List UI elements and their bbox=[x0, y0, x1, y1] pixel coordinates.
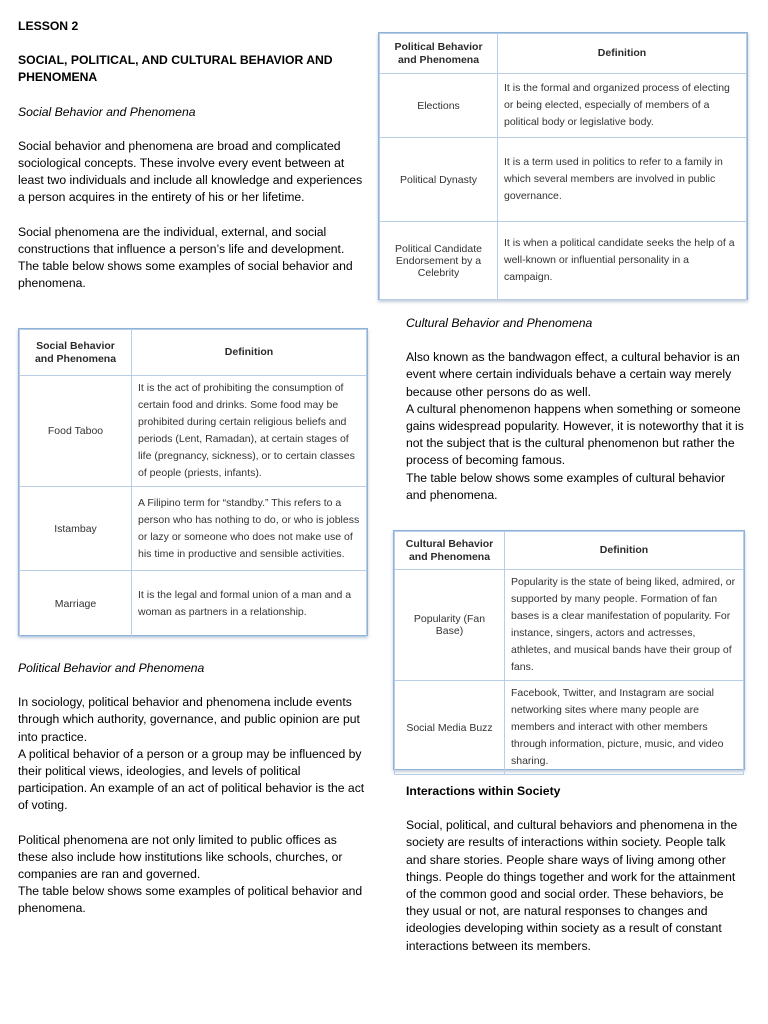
right-column-middle bbox=[406, 315, 746, 504]
cultural-heading: Cultural Behavior and Phenomena bbox=[406, 316, 593, 330]
table-header: Definition bbox=[498, 34, 747, 74]
cultural-paragraph-3: The table below shows some examples of cultural behavior and phenomena. bbox=[406, 470, 726, 502]
term-cell: Elections bbox=[380, 74, 498, 138]
table-row bbox=[395, 681, 744, 775]
term-cell: Marriage bbox=[20, 571, 132, 637]
cultural-paragraph-2: A cultural phenomenon happens when something or someone gains widespread popularity. However, it is noteworthy that it is not the subject that is the cultural phenomenon but rather the process of becoming famous. bbox=[406, 401, 744, 468]
table-header: Definition bbox=[132, 330, 367, 376]
cultural-paragraph-1: Also known as the bandwagon effect, a cultural behavior is an event where certain individuals behave a certain way merely because other persons do as well. bbox=[406, 350, 740, 399]
definition-cell: Popularity is the state of being liked, admired, or supported by many people. Formation of fan bases is a clear manifestation of popularity. For instance, singers, actors and actresses, athletes, and musical bands have their group of fans. bbox=[505, 570, 744, 681]
term-cell: Food Taboo bbox=[20, 376, 132, 487]
social-paragraph-1: Social behavior and phenomena are broad and complicated sociological concepts. These involve every event between at least two individuals and include all knowledge and experiences a person acquires in the entirety of his or her lifetime. bbox=[18, 138, 363, 205]
interactions-paragraph: Social, political, and cultural behaviors and phenomena in the society are results of interactions within society. People talk and share stories. People share ways of living among other things. People do things together and work for the attainment of the common good and social order. These behaviors, be they usual or not, are natural responses to changes and ideologies developing within society as a result of constant interactions between its members. bbox=[406, 818, 738, 953]
term-cell: Social Media Buzz bbox=[395, 681, 505, 775]
table-row bbox=[380, 74, 747, 138]
definition-cell: It is the formal and organized process of electing or being elected, especially of members of a political body or legislative body. bbox=[498, 74, 747, 138]
term-cell: Political Dynasty bbox=[380, 138, 498, 222]
definition-cell: It is the legal and formal union of a man and a woman as partners in a relationship. bbox=[132, 571, 367, 637]
table-row bbox=[380, 138, 747, 222]
term-cell: Political Candidate Endorsement by a Celebrity bbox=[380, 222, 498, 300]
political-behavior-table bbox=[378, 32, 748, 300]
table-row bbox=[395, 570, 744, 681]
term-cell: Popularity (Fan Base) bbox=[395, 570, 505, 681]
left-column-top bbox=[18, 18, 368, 292]
definition-cell: It is a term used in politics to refer to a family in which several members are involved in public governance. bbox=[498, 138, 747, 222]
definition-cell: It is the act of prohibiting the consumption of certain food and drinks. Some food may be prohibited during certain religious beliefs and periods (Lent, Ramadan), at certain stages of life (pregnancy, sickness), or to certain classes of people (priests, infants). bbox=[132, 376, 367, 487]
political-paragraph-2: A political behavior of a person or a group may be influenced by their political views, ideologies, and levels of political participation. An example of an act of political behavior is the act of voting. bbox=[18, 746, 365, 813]
social-heading: Social Behavior and Phenomena bbox=[18, 104, 196, 119]
table-header: Political Behavior and Phenomena bbox=[380, 34, 498, 74]
table-row bbox=[380, 222, 747, 300]
table-row bbox=[20, 571, 367, 637]
cultural-behavior-table bbox=[393, 530, 745, 770]
table-header: Social Behavior and Phenomena bbox=[20, 330, 132, 376]
political-paragraph-4: The table below shows some examples of political behavior and phenomena. bbox=[18, 884, 363, 916]
table-header: Definition bbox=[505, 532, 744, 570]
political-heading: Political Behavior and Phenomena bbox=[18, 661, 205, 675]
political-paragraph-1: In sociology, political behavior and phenomena include events through which authority, governance, and public opinion are put into practice. bbox=[18, 695, 360, 744]
political-paragraph-3: Political phenomena are not only limited to public offices as these also include how institutions like schools, churches, or companies are ran and governed. bbox=[18, 832, 343, 882]
definition-cell: A Filipino term for “standby.” This refers to a person who has nothing to do, or who is jobless or lazy or someone who does not make use of his time in productive and sensible activities. bbox=[132, 487, 367, 571]
right-column-bottom bbox=[406, 783, 746, 955]
social-behavior-table bbox=[18, 328, 368, 636]
lesson-label: LESSON 2 bbox=[18, 19, 79, 33]
term-cell: Istambay bbox=[20, 487, 132, 571]
table-row bbox=[20, 376, 367, 487]
page-title: SOCIAL, POLITICAL, AND CULTURAL BEHAVIOR AND PHENOMENA bbox=[18, 53, 333, 85]
definition-cell: Facebook, Twitter, and Instagram are social networking sites where many people are members and interact with other members through information, picture, music, and video sharing. bbox=[505, 681, 744, 775]
definition-cell: It is when a political candidate seeks the help of a well-known or influential personality in a campaign. bbox=[498, 222, 747, 300]
interactions-heading: Interactions within Society bbox=[406, 784, 561, 798]
left-column-bottom bbox=[18, 660, 368, 918]
table-row bbox=[20, 487, 367, 571]
social-paragraph-2: Social phenomena are the individual, external, and social constructions that influence a person’s life and development. The table below shows some examples of social behavior and phenomena. bbox=[18, 224, 353, 291]
table-header: Cultural Behavior and Phenomena bbox=[395, 532, 505, 570]
